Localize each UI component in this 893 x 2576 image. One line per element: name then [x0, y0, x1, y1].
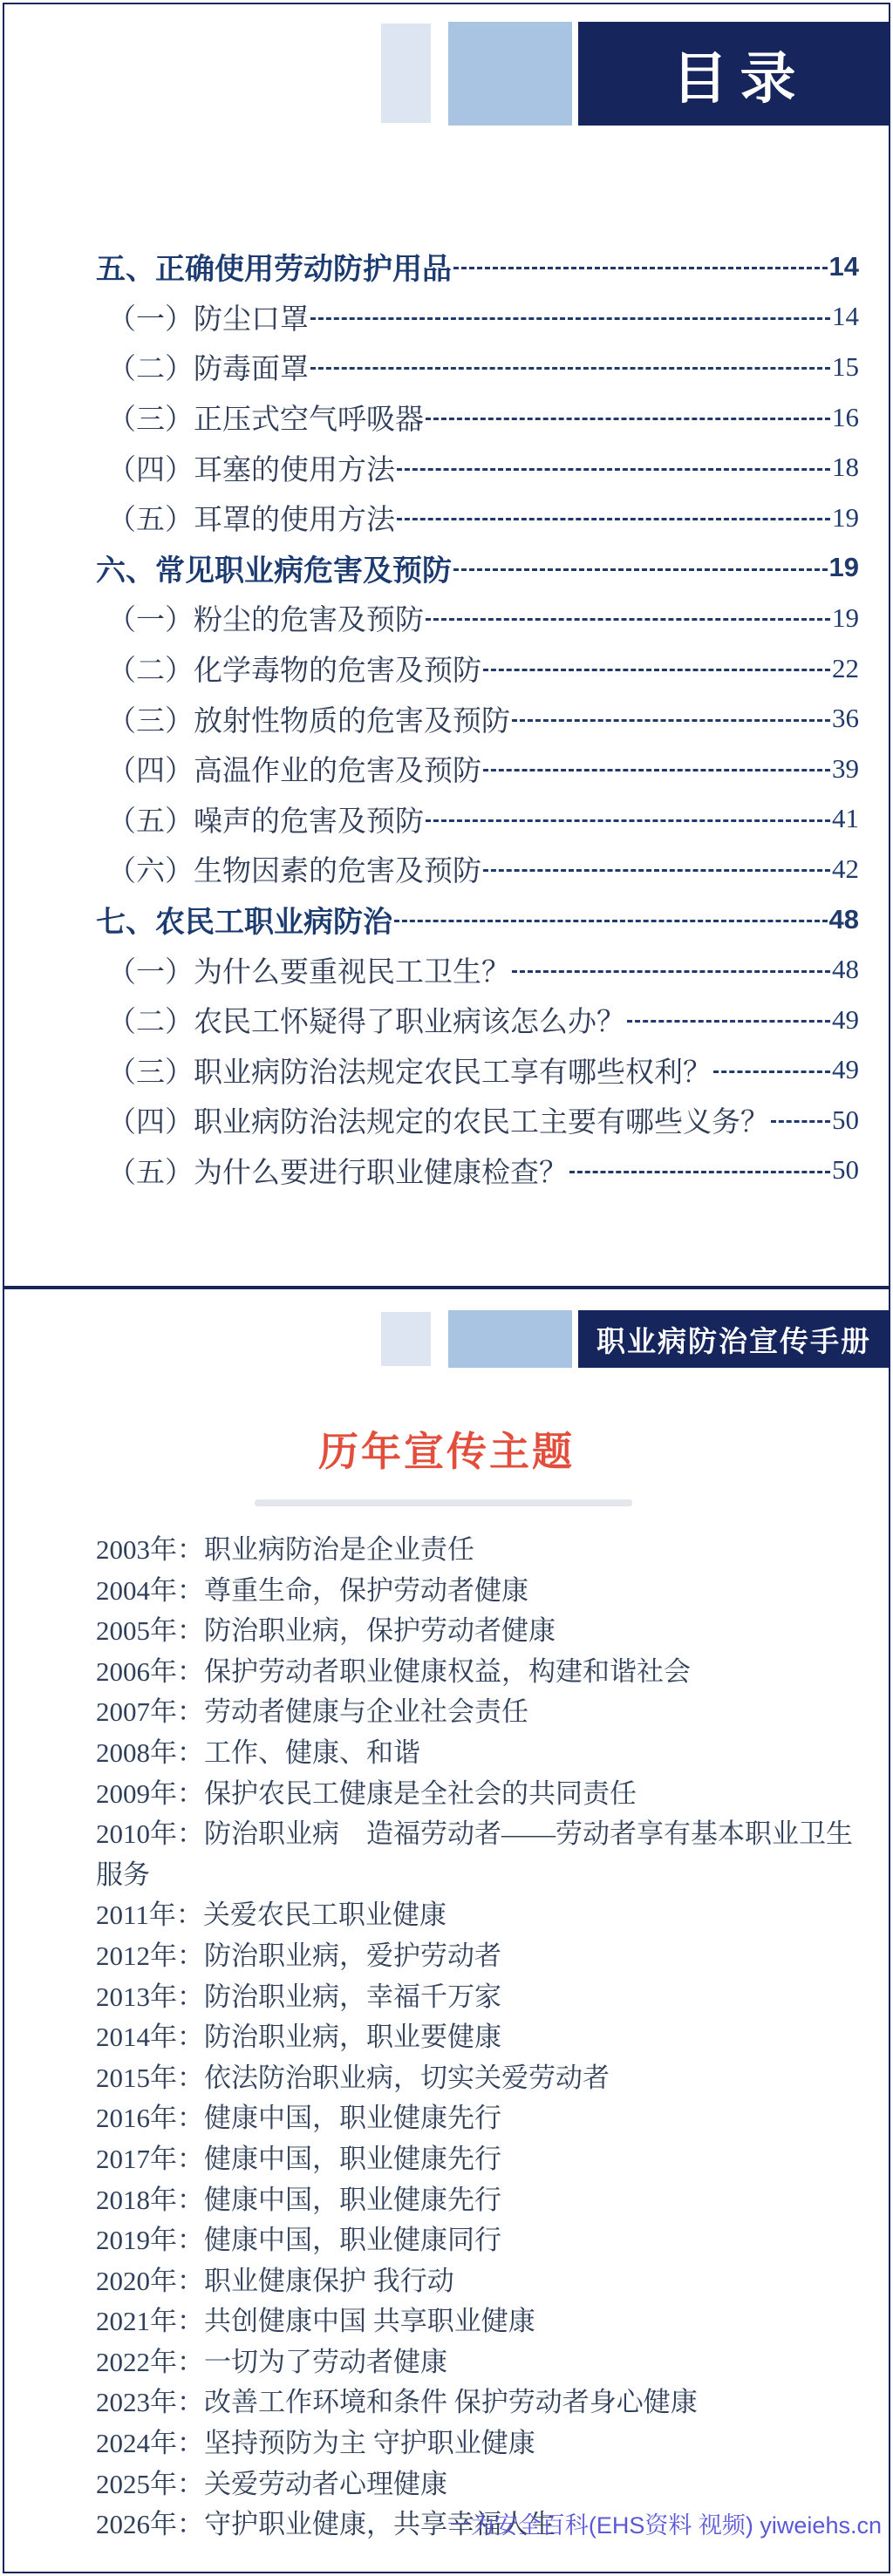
toc-entry-label: （一）防尘口罩 [107, 303, 309, 336]
page-themes [3, 1288, 890, 2573]
toc-dash-leader [512, 719, 830, 722]
theme-entry: 2003年：职业病防治是企业责任 [96, 1534, 474, 1565]
toc-entry [96, 995, 859, 1045]
toc-dash-leader [310, 367, 830, 370]
toc-page-number: 48 [832, 954, 859, 985]
toc-dash-leader [483, 769, 830, 771]
toc-page-title: 目录 [671, 46, 808, 110]
toc-page-number: 48 [828, 903, 859, 935]
toc-entry-label: （四）职业病防治法规定的农民工主要有哪些义务？ [107, 1107, 769, 1139]
theme-entry: 2012年：防治职业病，爱护劳动者 [96, 1940, 501, 1971]
toc-entry-label: 七、农民工职业病防治 [96, 906, 392, 940]
manual-header-banner [578, 1310, 890, 1368]
theme-entry: 2023年：改善工作环境和条件 保护劳动者身心健康 [96, 2387, 698, 2418]
toc-entry-label: （二）防毒面罩 [107, 354, 309, 386]
title-divider [255, 1499, 632, 1506]
toc-entry-label: （二）农民工怀疑得了职业病该怎么办？ [107, 1007, 625, 1039]
theme-entry: 2008年：工作、健康、和谐 [96, 1737, 420, 1768]
theme-entry: 2013年：防治职业病，幸福千万家 [96, 1981, 501, 2012]
toc-entry-label: （三）职业病防治法规定农民工享有哪些权利？ [107, 1057, 712, 1089]
toc-page-number: 16 [832, 401, 859, 432]
toc-entry [96, 593, 859, 643]
theme-entry: 2010年：防治职业病 造福劳动者——劳动者享有基本职业卫生服务 [96, 1818, 853, 1890]
toc-entry-label: （四）高温作业的危害及预防 [107, 756, 481, 788]
toc-entry-label: 六、常见职业病危害及预防 [96, 554, 452, 588]
toc-dash-leader [627, 1020, 830, 1023]
header-accent-light-rect [381, 1312, 431, 1366]
toc-page-number: 14 [828, 250, 859, 282]
header-accent-mid-rect [448, 22, 572, 126]
toc-dash-leader [512, 970, 830, 973]
manual-title: 职业病防治宣传手册 [596, 1324, 871, 1357]
theme-entry: 2006年：保护劳动者职业健康权益，构建和谐社会 [96, 1655, 691, 1687]
toc-dash-leader [483, 669, 830, 671]
toc-dash-leader [453, 568, 828, 571]
toc-list [96, 241, 859, 1195]
toc-entry [96, 442, 859, 493]
toc-page-number: 41 [832, 803, 859, 834]
theme-entry: 2020年：职业健康保护 我行动 [96, 2265, 454, 2296]
toc-dash-leader [483, 869, 830, 872]
toc-entry [96, 1145, 859, 1196]
toc-page-number: 15 [832, 350, 859, 382]
toc-entry-label: （五）噪声的危害及预防 [107, 805, 424, 838]
toc-entry [96, 241, 859, 292]
theme-entry: 2011年：关爱农民工职业健康 [96, 1900, 446, 1931]
toc-entry-label: （三）正压式空气呼吸器 [107, 404, 424, 437]
toc-entry [96, 894, 859, 945]
toc-page-number: 18 [832, 452, 859, 483]
toc-dash-leader [426, 819, 830, 822]
toc-entry-label: （二）化学毒物的危害及预防 [107, 656, 481, 688]
theme-entry: 2022年：一切为了劳动者健康 [96, 2346, 447, 2377]
toc-entry [96, 693, 859, 744]
toc-dash-leader [713, 1071, 830, 1073]
toc-entry [96, 744, 859, 794]
toc-page-number: 50 [832, 1154, 859, 1186]
theme-entry: 2005年：防治职业病，保护劳动者健康 [96, 1615, 556, 1647]
theme-entry: 2007年：劳动者健康与企业社会责任 [96, 1696, 528, 1728]
theme-entry: 2021年：共创健康中国 共享职业健康 [96, 2306, 535, 2337]
theme-entry: 2004年：尊重生命，保护劳动者健康 [96, 1574, 528, 1606]
toc-entry [96, 292, 859, 343]
toc-entry [96, 1095, 859, 1145]
toc-dash-leader [397, 468, 830, 471]
theme-entry: 2018年：健康中国，职业健康先行 [96, 2184, 501, 2215]
toc-entry [96, 392, 859, 443]
toc-dash-leader [310, 317, 830, 320]
theme-entry: 2017年：健康中国，职业健康先行 [96, 2143, 501, 2174]
theme-entry: 2019年：健康中国，职业健康同行 [96, 2225, 501, 2256]
toc-entry-label: （一）粉尘的危害及预防 [107, 605, 424, 637]
themes-list [96, 1530, 868, 2545]
theme-entry: 2009年：保护农民工健康是全社会的共同责任 [96, 1777, 637, 1809]
toc-dash-leader [397, 518, 830, 520]
page-toc [3, 3, 890, 1288]
toc-entry [96, 643, 859, 694]
section-title: 历年宣传主题 [318, 1429, 575, 1474]
toc-dash-leader [453, 267, 828, 269]
toc-entry-label: （三）放射性物质的危害及预防 [107, 705, 510, 737]
toc-page-number: 49 [832, 1003, 859, 1035]
toc-entry-label: （四）耳塞的使用方法 [107, 454, 395, 486]
toc-entry-label: 五、正确使用劳动防护用品 [96, 253, 452, 287]
theme-entry: 2026年：守护职业健康，共享幸福人生 [96, 2509, 556, 2540]
toc-page-number: 49 [832, 1054, 859, 1085]
toc-entry [96, 794, 859, 845]
toc-page-number: 22 [832, 652, 859, 683]
toc-entry [96, 493, 859, 543]
toc-dash-leader [394, 920, 828, 922]
watermark-text: 一为安全百科(EHS资料 视频) yiweiehs.cn [446, 2512, 882, 2539]
toc-dash-leader [569, 1171, 830, 1173]
theme-entry: 2024年：坚持预防为主 守护职业健康 [96, 2428, 535, 2459]
toc-page-number: 19 [832, 501, 859, 533]
toc-dash-leader [771, 1120, 830, 1123]
toc-page-number: 50 [832, 1104, 859, 1135]
toc-page-number: 39 [832, 752, 859, 784]
toc-entry [96, 944, 859, 995]
toc-page-number: 42 [832, 853, 859, 884]
theme-entry: 2014年：防治职业病，职业要健康 [96, 2022, 501, 2053]
theme-entry: 2015年：依法防治职业病，切实关爱劳动者 [96, 2062, 610, 2093]
toc-page-number: 19 [828, 552, 859, 583]
toc-dash-leader [426, 618, 830, 621]
toc-entry [96, 1045, 859, 1096]
theme-entry: 2016年：健康中国，职业健康先行 [96, 2103, 501, 2134]
toc-header-banner [578, 22, 890, 126]
toc-page-number: 19 [832, 602, 859, 633]
toc-entry [96, 543, 859, 594]
toc-entry-label: （五）耳罩的使用方法 [107, 505, 395, 537]
header-accent-light-rect [381, 24, 431, 123]
toc-dash-leader [426, 418, 830, 420]
toc-entry [96, 844, 859, 894]
toc-entry-label: （一）为什么要重视民工卫生？ [107, 956, 510, 989]
theme-entry: 2025年：关爱劳动者心理健康 [96, 2468, 447, 2499]
toc-entry [96, 342, 859, 392]
toc-entry-label: （六）生物因素的危害及预防 [107, 856, 481, 888]
toc-page-number: 36 [832, 703, 859, 734]
toc-entry-label: （五）为什么要进行职业健康检查？ [107, 1157, 568, 1189]
toc-page-number: 14 [832, 301, 859, 332]
header-accent-mid-rect [448, 1310, 572, 1368]
